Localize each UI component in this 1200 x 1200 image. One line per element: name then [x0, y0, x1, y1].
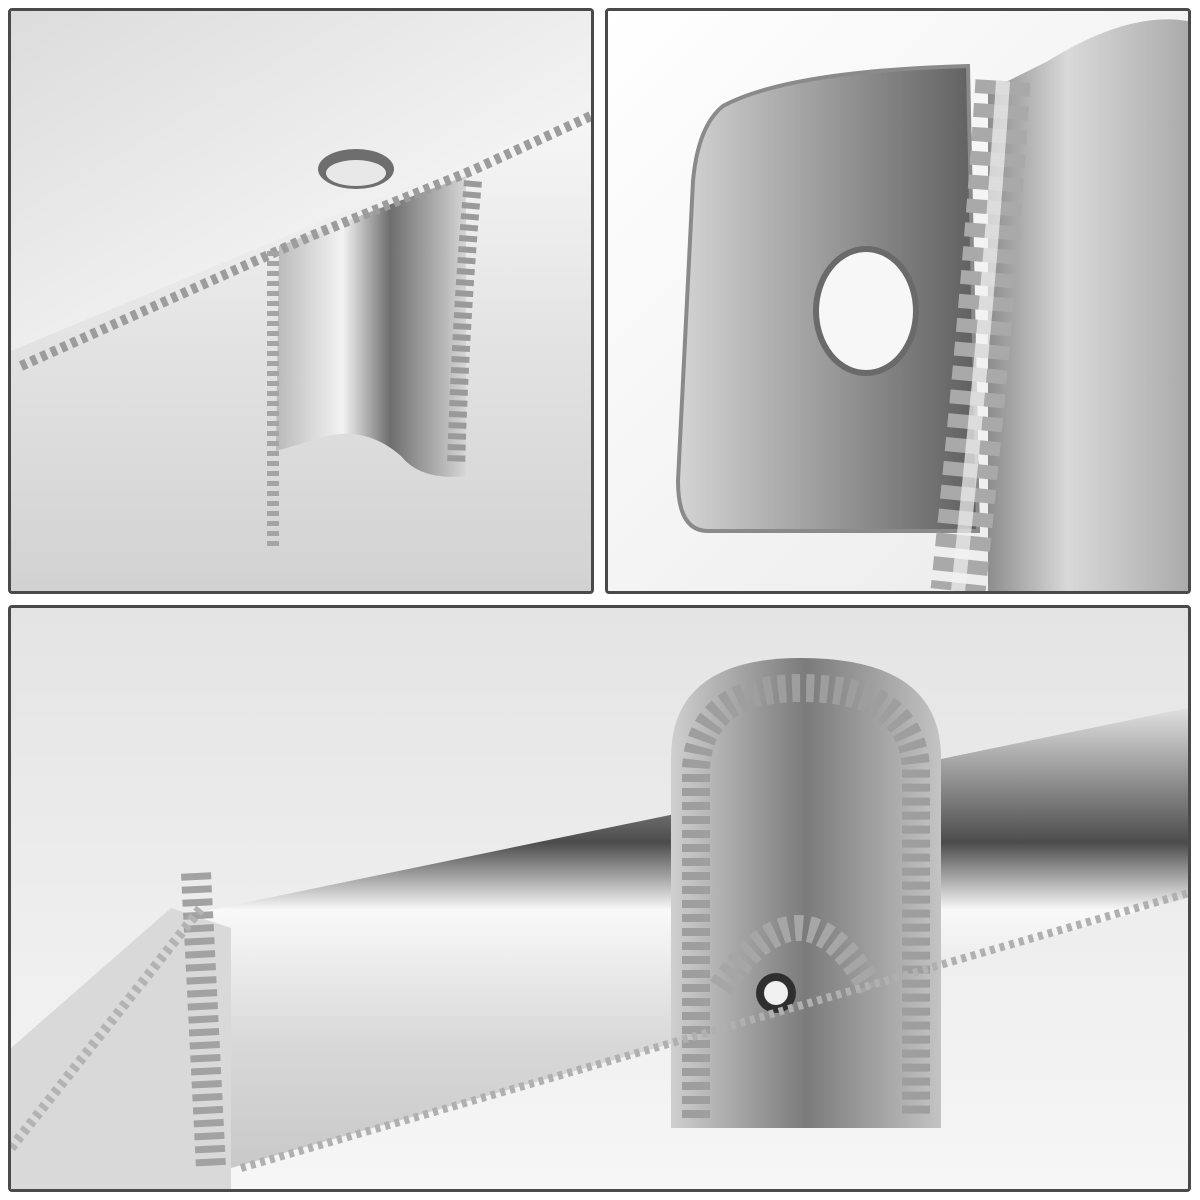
tank-body [988, 19, 1188, 591]
side-wall-loop-closeup [11, 608, 1188, 1189]
photo-panel-bottom [8, 605, 1191, 1192]
photo-panel-top-left [8, 8, 594, 594]
bolt-hole [816, 249, 916, 373]
bracket-tab-closeup [608, 11, 1188, 591]
weld-seam-closeup [11, 11, 591, 591]
photo-panel-top-right [605, 8, 1191, 594]
corner-weld-bead [196, 873, 211, 1168]
mounting-hole-inner [326, 160, 386, 186]
